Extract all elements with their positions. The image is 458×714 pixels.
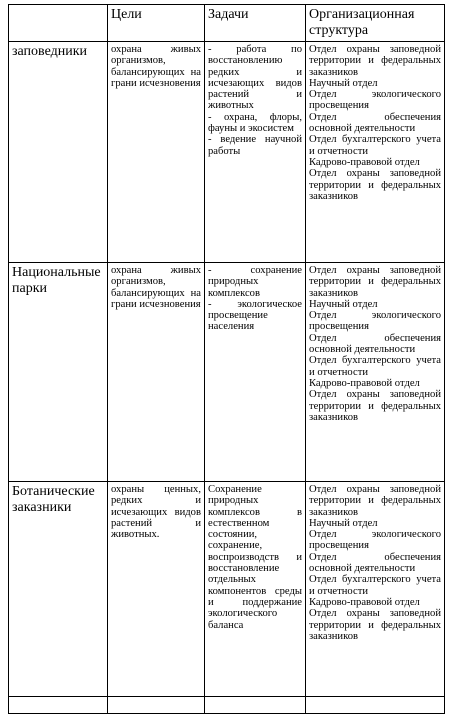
- task-item: - ведение научной работы: [208, 134, 302, 157]
- row-structure: [306, 263, 445, 482]
- structure-item: Отдел охраны заповедной территории и федеральных заказников: [309, 265, 441, 299]
- structure-item: Отдел экологического просвещения: [309, 89, 441, 112]
- task-item: - работа по восстановлению редких и исчезающих видов растений и животных: [208, 44, 302, 112]
- structure-item: Отдел экологического просвещения: [309, 310, 441, 333]
- cut-off-cell: [108, 697, 205, 714]
- structure-item: Отдел обеспечения основной деятельности: [309, 111, 441, 135]
- row-name: Ботанические заказники: [9, 482, 108, 697]
- cut-off-cell: [9, 697, 108, 714]
- table-row: [9, 263, 445, 482]
- structure-item: Отдел охраны заповедной территории и федеральных заказников: [309, 389, 441, 423]
- task-item: - охрана, флоры, фауны и экосистем: [208, 111, 302, 135]
- structure-item: Отдел охраны заповедной территории и федеральных заказников: [309, 168, 441, 202]
- structure-item: Отдел обеспечения основной деятельности: [309, 551, 441, 575]
- row-name: Национальные парки: [9, 263, 108, 482]
- task-item: - экологическое просвещение населения: [208, 298, 302, 333]
- table-row-partial: [9, 697, 445, 714]
- structure-item: Отдел бухгалтерского учета и отчетности: [309, 355, 441, 378]
- structure-item: Кадрово-правовой отдел: [309, 156, 420, 168]
- row-structure: [306, 42, 445, 263]
- row-goals: охрана живых организмов, балансирующих на грани исчезновения: [108, 42, 205, 263]
- row-goals: охраны ценных, редких и исчезающих видов растений и животных.: [108, 482, 205, 697]
- structure-item: Отдел бухгалтерского учета и отчетности: [309, 134, 441, 157]
- header-cell-empty: [9, 5, 108, 42]
- row-goals: охрана живых организмов, балансирующих на грани исчезновения: [108, 263, 205, 482]
- task-item: Сохранение природных комплексов в естественном состоянии, сохранение, воспроизводств и восстановление отдельных компонентов среды и поддержание экологического баланса: [208, 484, 302, 631]
- structure-item: Научный отдел: [309, 517, 378, 529]
- cut-off-cell: [205, 697, 306, 714]
- row-tasks: [205, 263, 306, 482]
- structure-item: Отдел экологического просвещения: [309, 529, 441, 552]
- structure-item: Отдел охраны заповедной территории и федеральных заказников: [309, 484, 441, 518]
- structure-item: Отдел охраны заповедной территории и федеральных заказников: [309, 608, 441, 642]
- table-row: [9, 482, 445, 697]
- header-cell-tasks: Задачи: [205, 5, 306, 42]
- header-cell-goals: Цели: [108, 5, 205, 42]
- table-row: [9, 42, 445, 263]
- structure-item: Кадрово-правовой отдел: [309, 377, 420, 389]
- protected-areas-table: [8, 4, 445, 714]
- row-structure: [306, 482, 445, 697]
- structure-item: Научный отдел: [309, 77, 378, 89]
- structure-item: Отдел охраны заповедной территории и федеральных заказников: [309, 44, 441, 78]
- cut-off-cell: [306, 697, 445, 714]
- task-item: - сохранение природных комплексов: [208, 265, 302, 299]
- row-tasks: [205, 482, 306, 697]
- structure-item: Научный отдел: [309, 298, 378, 310]
- header-cell-structure: Организационная структура: [306, 5, 445, 42]
- structure-item: Отдел бухгалтерского учета и отчетности: [309, 574, 441, 597]
- row-tasks: [205, 42, 306, 263]
- row-name: заповедники: [9, 42, 108, 263]
- structure-item: Отдел обеспечения основной деятельности: [309, 332, 441, 356]
- structure-item: Кадрово-правовой отдел: [309, 596, 420, 608]
- header-row: [9, 5, 445, 42]
